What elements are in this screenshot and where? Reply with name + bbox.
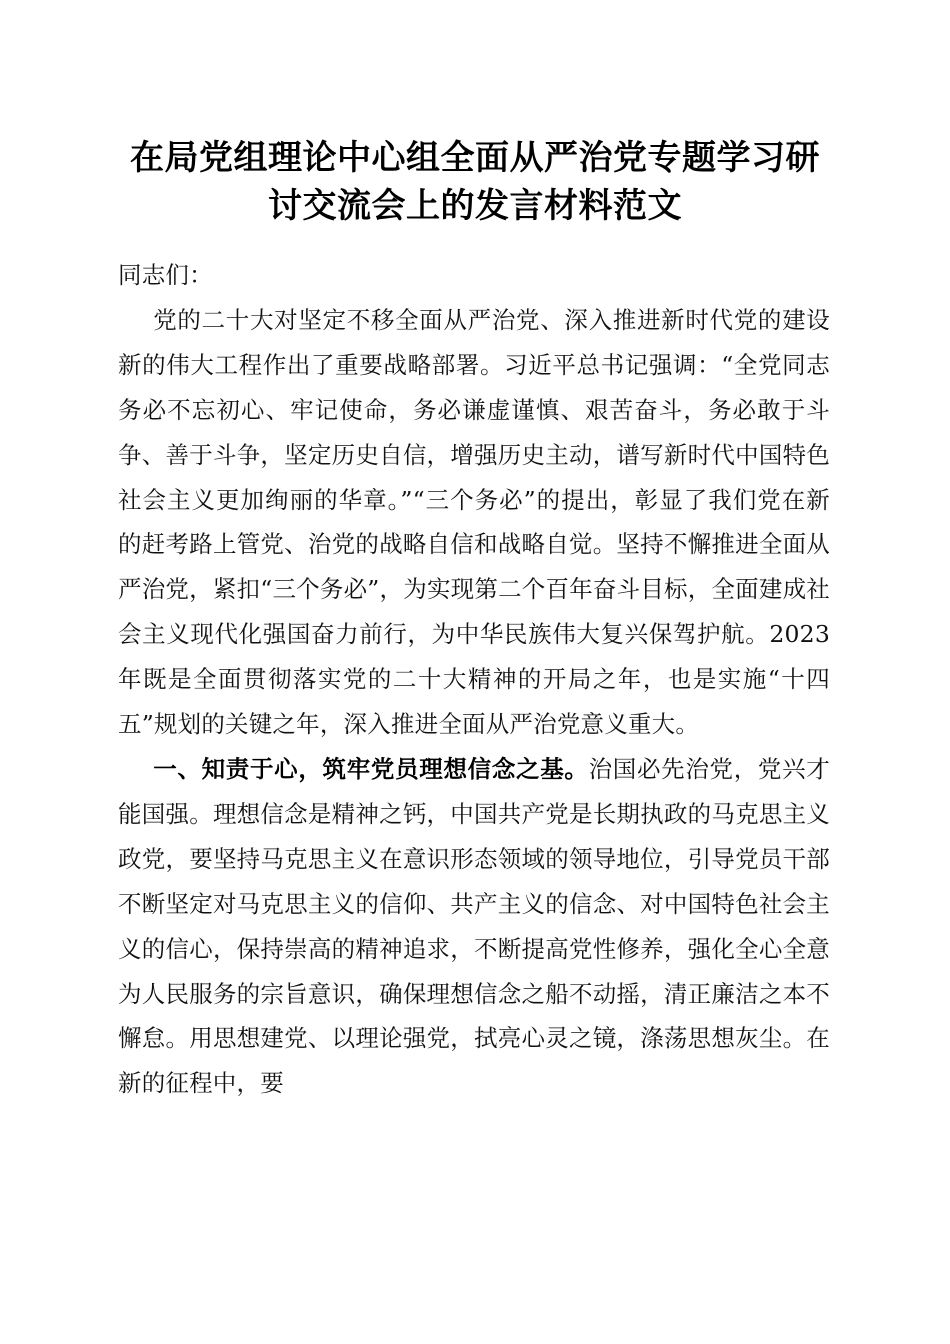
paragraph-section-1: [118, 747, 830, 1106]
paragraph-intro: 党的二十大对坚定不移全面从严治党、深入推进新时代党的建设新的伟大工程作出了重要战略部署。习近平总书记强调：“全党同志务必不忘初心、牢记使命，务必谦虚谨慎、艰苦奋斗，务必敢于斗争、善于斗争，坚定历史自信，增强历史主动，谱写新时代中国特色社会主义更加绚丽的华章。”“三个务必”的提出，彰显了我们党在新的赶考路上管党、治党的战略自信和战略自觉。坚持不懈推进全面从严治党，紧扣“三个务必”，为实现第二个百年奋斗目标，全面建成社会主义现代化强国奋力前行，为中华民族伟大复兴保驾护航。2023年既是全面贯彻落实党的二十大精神的开局之年，也是实施“十四五”规划的关键之年，深入推进全面从严治党意义重大。: [118, 305, 830, 739]
title-line-1: 在局党组理论中心组全面从严治党专题学习研: [130, 138, 820, 178]
section-1-text: 治国必先治党，党兴才能国强。理想信念是精神之钙，中国共产党是长期执政的马克思主义政党，要坚持马克思主义在意识形态领域的领导地位，引导党员干部不断坚定对马克思主义的信仰、共产主义的信念、对中国特色社会主义的信心，保持崇高的精神追求，不断提高党性修养，强化全心全意为人民服务的宗旨意识，确保理想信念之船不动摇，清正廉洁之本不懈怠。用思想建党、以理论强党，拭亮心灵之镜，涤荡思想灰尘。在新的征程中，要: [118, 754, 831, 1098]
section-1-heading: 一、知责于心，筑牢党员理想信念之基。: [153, 754, 589, 783]
title-line-2: 讨交流会上的发言材料范文: [268, 186, 682, 226]
document-title: [100, 134, 850, 230]
document-body: [118, 253, 830, 1106]
greeting: 同志们：: [118, 261, 213, 289]
